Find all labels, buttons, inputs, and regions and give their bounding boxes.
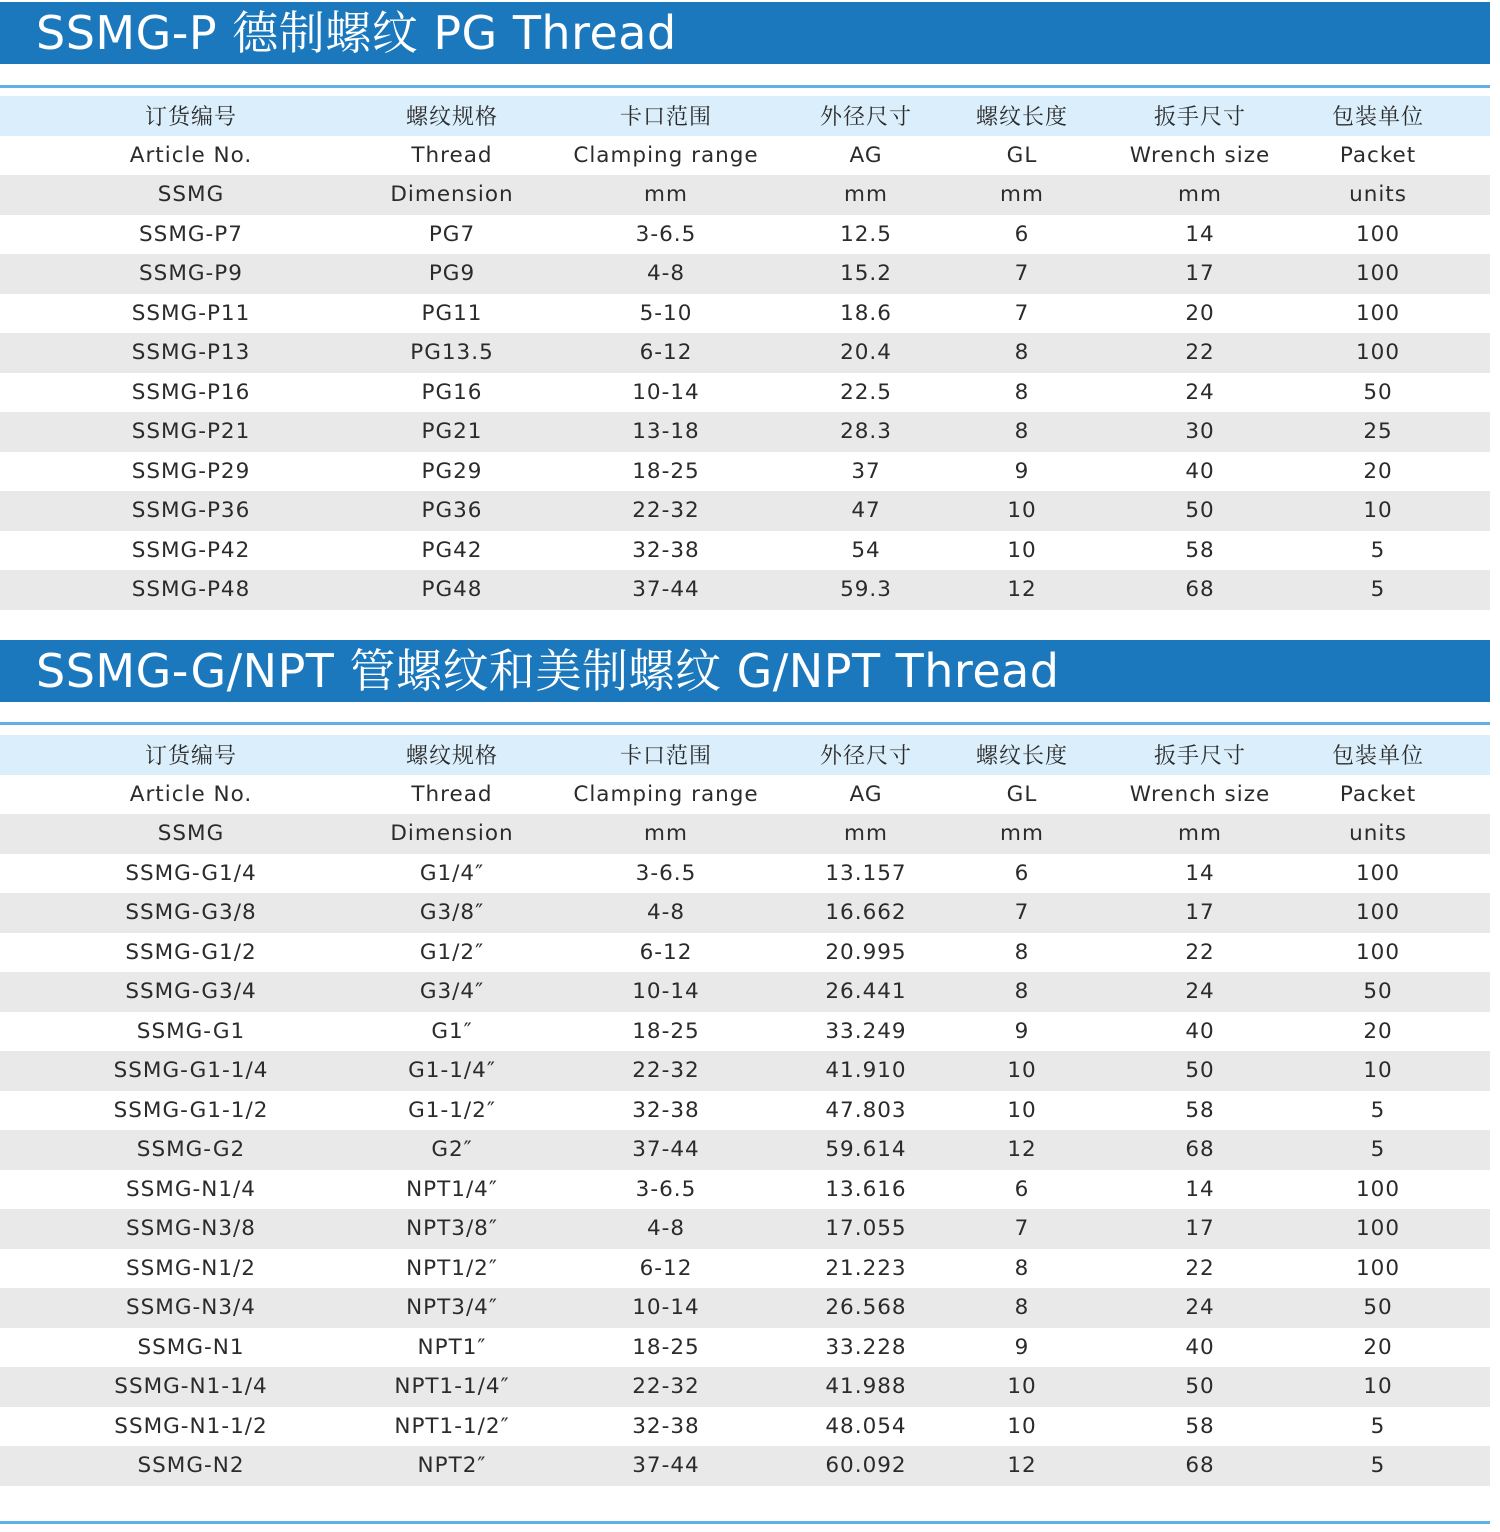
cell-thread: NPT1/2″	[406, 1255, 498, 1281]
cell-clamping-range: mm	[644, 182, 688, 208]
cell-packet: 10	[1363, 1058, 1393, 1084]
cell-packet: 5	[1370, 1137, 1386, 1163]
cell-ag: 16.662	[825, 900, 907, 926]
cell-ag: 28.3	[840, 419, 892, 445]
cell-clamping-range: 6-12	[639, 340, 693, 366]
cell-thread: 螺纹规格	[405, 105, 498, 131]
cell-thread: NPT3/8″	[406, 1216, 498, 1242]
cell-wrench-size: 68	[1185, 577, 1215, 603]
cell-ag: mm	[844, 182, 888, 208]
cell-wrench-size: 50	[1185, 1374, 1215, 1400]
table-row	[0, 1170, 1490, 1210]
table-row	[0, 854, 1490, 894]
cell-ag: 47	[851, 498, 881, 524]
cell-wrench-size: 58	[1185, 1413, 1215, 1439]
cell-clamping-range: 3-6.5	[635, 1176, 697, 1202]
cell-gl: 螺纹长度	[975, 744, 1068, 770]
header-row-english	[0, 136, 1490, 176]
cell-ag: 13.157	[825, 860, 907, 886]
cell-ag: 33.249	[825, 1018, 907, 1044]
cell-clamping-range: 32-38	[632, 1413, 700, 1439]
cell-article-no: SSMG-P16	[131, 379, 251, 405]
cell-wrench-size: 50	[1185, 498, 1215, 524]
table-row	[0, 893, 1490, 933]
cell-ag: 59.614	[825, 1137, 907, 1163]
cell-clamping-range: 32-38	[632, 1097, 700, 1123]
cell-article-no: SSMG-G1/4	[125, 860, 257, 886]
cell-gl: 12	[1007, 577, 1037, 603]
header-row-units	[0, 814, 1490, 854]
cell-packet: 100	[1355, 340, 1401, 366]
cell-thread: PG13.5	[410, 340, 494, 366]
cell-thread: G3/4″	[419, 979, 485, 1005]
cell-ag: 15.2	[840, 261, 892, 287]
cell-gl: 10	[1007, 1374, 1037, 1400]
cell-wrench-size: 14	[1185, 1176, 1215, 1202]
cell-clamping-range: 18-25	[632, 458, 700, 484]
cell-article-no: SSMG-G1/2	[125, 939, 257, 965]
cell-article-no: Article No.	[129, 781, 253, 807]
table-row	[0, 1288, 1490, 1328]
cell-wrench-size: 22	[1185, 1255, 1215, 1281]
cell-clamping-range: 4-8	[646, 900, 686, 926]
cell-packet: 10	[1363, 498, 1393, 524]
cell-ag: 26.568	[825, 1295, 907, 1321]
cell-ag: 20.4	[840, 340, 892, 366]
cell-wrench-size: 40	[1185, 1018, 1215, 1044]
table-row	[0, 1051, 1490, 1091]
cell-thread: Thread	[411, 142, 493, 168]
cell-packet: 25	[1363, 419, 1393, 445]
cell-article-no: SSMG-P21	[131, 419, 251, 445]
cell-article-no: SSMG-P11	[131, 300, 251, 326]
cell-thread: Thread	[411, 781, 493, 807]
cell-gl: 9	[1014, 1334, 1030, 1360]
cell-wrench-size: 40	[1185, 1334, 1215, 1360]
cell-ag: 26.441	[825, 979, 907, 1005]
cell-ag: 54	[851, 537, 881, 563]
cell-ag: 41.910	[825, 1058, 907, 1084]
cell-wrench-size: 40	[1185, 458, 1215, 484]
cell-gl: 12	[1007, 1137, 1037, 1163]
table-row	[0, 452, 1490, 492]
cell-ag: 20.995	[825, 939, 907, 965]
cell-wrench-size: 扳手尺寸	[1153, 105, 1246, 131]
divider	[0, 722, 1490, 725]
cell-ag: 41.988	[825, 1374, 907, 1400]
cell-wrench-size: 22	[1185, 340, 1215, 366]
cell-wrench-size: 24	[1185, 1295, 1215, 1321]
table-row	[0, 412, 1490, 452]
cell-wrench-size: 58	[1185, 1097, 1215, 1123]
cell-article-no: SSMG	[157, 821, 225, 847]
cell-clamping-range: 5-10	[639, 300, 693, 326]
cell-clamping-range: 6-12	[639, 1255, 693, 1281]
cell-ag: 47.803	[825, 1097, 907, 1123]
cell-thread: G1-1/4″	[408, 1058, 496, 1084]
section-title-g-npt: SSMG-G/NPT 管螺纹和美制螺纹 G/NPT Thread	[0, 640, 1490, 702]
cell-clamping-range: 37-44	[632, 1137, 700, 1163]
cell-wrench-size: Wrench size	[1129, 781, 1271, 807]
cell-packet: 5	[1370, 1453, 1386, 1479]
table-row	[0, 215, 1490, 255]
cell-packet: 5	[1370, 537, 1386, 563]
cell-ag: 59.3	[840, 577, 892, 603]
cell-thread: G2″	[431, 1137, 473, 1163]
table-row	[0, 1407, 1490, 1447]
cell-clamping-range: 10-14	[632, 1295, 700, 1321]
table-row	[0, 491, 1490, 531]
cell-wrench-size: 17	[1185, 900, 1215, 926]
cell-thread: G1/4″	[419, 860, 485, 886]
cell-gl: 6	[1014, 1176, 1030, 1202]
cell-article-no: SSMG-P7	[139, 221, 243, 247]
cell-clamping-range: 18-25	[632, 1334, 700, 1360]
cell-clamping-range: 22-32	[632, 1058, 700, 1084]
table-row	[0, 1367, 1490, 1407]
cell-packet: 100	[1355, 939, 1401, 965]
cell-clamping-range: 卡口范围	[619, 105, 712, 131]
cell-thread: PG42	[421, 537, 483, 563]
cell-article-no: SSMG-P48	[131, 577, 251, 603]
cell-clamping-range: 3-6.5	[635, 860, 697, 886]
cell-thread: NPT1/4″	[406, 1176, 498, 1202]
cell-ag: 外径尺寸	[819, 744, 912, 770]
cell-gl: mm	[1000, 182, 1044, 208]
cell-packet: 100	[1355, 221, 1401, 247]
cell-gl: mm	[1000, 821, 1044, 847]
cell-gl: 10	[1007, 1413, 1037, 1439]
cell-thread: PG29	[421, 458, 483, 484]
cell-article-no: SSMG-N3/8	[126, 1216, 256, 1242]
cell-gl: 8	[1014, 340, 1030, 366]
cell-gl: 12	[1007, 1453, 1037, 1479]
cell-wrench-size: 68	[1185, 1453, 1215, 1479]
cell-gl: 10	[1007, 1058, 1037, 1084]
cell-thread: NPT2″	[417, 1453, 487, 1479]
cell-thread: PG11	[421, 300, 483, 326]
cell-clamping-range: 10-14	[632, 379, 700, 405]
cell-article-no: SSMG-P29	[131, 458, 251, 484]
cell-packet: 包装单位	[1331, 744, 1424, 770]
cell-gl: 6	[1014, 221, 1030, 247]
cell-article-no: SSMG-G3/4	[125, 979, 257, 1005]
cell-gl: 8	[1014, 1255, 1030, 1281]
table-row	[0, 294, 1490, 334]
cell-ag: 33.228	[825, 1334, 907, 1360]
cell-ag: mm	[844, 821, 888, 847]
cell-gl: 7	[1014, 261, 1030, 287]
cell-article-no: SSMG-P9	[139, 261, 243, 287]
cell-article-no: SSMG-N1/2	[126, 1255, 256, 1281]
cell-wrench-size: 22	[1185, 939, 1215, 965]
cell-clamping-range: mm	[644, 821, 688, 847]
table-row	[0, 373, 1490, 413]
cell-packet: 10	[1363, 1374, 1393, 1400]
cell-article-no: SSMG-G2	[136, 1137, 246, 1163]
cell-gl: 8	[1014, 379, 1030, 405]
cell-gl: GL	[1006, 142, 1038, 168]
cell-clamping-range: 37-44	[632, 577, 700, 603]
cell-thread: 螺纹规格	[405, 744, 498, 770]
header-row-chinese	[0, 96, 1490, 136]
cell-ag: 22.5	[840, 379, 892, 405]
cell-packet: Packet	[1339, 142, 1417, 168]
cell-article-no: 订货编号	[144, 744, 237, 770]
cell-article-no: SSMG-P13	[131, 340, 251, 366]
cell-thread: PG16	[421, 379, 483, 405]
cell-clamping-range: Clamping range	[573, 781, 759, 807]
cell-article-no: SSMG-N1-1/2	[114, 1413, 268, 1439]
cell-gl: GL	[1006, 781, 1038, 807]
cell-wrench-size: 14	[1185, 221, 1215, 247]
divider	[0, 85, 1490, 88]
table-row	[0, 933, 1490, 973]
cell-thread: NPT1″	[417, 1334, 487, 1360]
cell-clamping-range: 13-18	[632, 419, 700, 445]
table-row	[0, 1209, 1490, 1249]
cell-gl: 8	[1014, 419, 1030, 445]
cell-thread: PG36	[421, 498, 483, 524]
cell-thread: PG9	[428, 261, 476, 287]
cell-packet: 100	[1355, 261, 1401, 287]
cell-ag: 21.223	[825, 1255, 907, 1281]
cell-thread: NPT1-1/4″	[394, 1374, 510, 1400]
g-npt-thread-table	[0, 735, 1490, 1486]
cell-packet: units	[1349, 821, 1407, 847]
cell-thread: NPT1-1/2″	[394, 1413, 510, 1439]
cell-packet: 100	[1355, 900, 1401, 926]
cell-gl: 8	[1014, 979, 1030, 1005]
cell-article-no: SSMG-N2	[137, 1453, 245, 1479]
cell-packet: 50	[1363, 379, 1393, 405]
cell-packet: 100	[1355, 860, 1401, 886]
cell-wrench-size: 17	[1185, 1216, 1215, 1242]
cell-packet: 50	[1363, 979, 1393, 1005]
cell-thread: NPT3/4″	[406, 1295, 498, 1321]
header-row-chinese	[0, 735, 1490, 775]
cell-packet: Packet	[1339, 781, 1417, 807]
cell-thread: PG48	[421, 577, 483, 603]
cell-packet: 5	[1370, 577, 1386, 603]
cell-clamping-range: 22-32	[632, 498, 700, 524]
cell-article-no: SSMG-N1	[137, 1334, 245, 1360]
cell-wrench-size: 30	[1185, 419, 1215, 445]
header-row-english	[0, 775, 1490, 815]
cell-gl: 9	[1014, 1018, 1030, 1044]
table-row	[0, 570, 1490, 610]
cell-gl: 10	[1007, 537, 1037, 563]
cell-gl: 10	[1007, 1097, 1037, 1123]
cell-article-no: SSMG-N3/4	[126, 1295, 256, 1321]
cell-ag: AG	[849, 781, 883, 807]
cell-clamping-range: 22-32	[632, 1374, 700, 1400]
cell-thread: G3/8″	[419, 900, 485, 926]
cell-wrench-size: 14	[1185, 860, 1215, 886]
cell-article-no: SSMG	[157, 182, 225, 208]
table-row	[0, 972, 1490, 1012]
table-row	[0, 1012, 1490, 1052]
header-row-units	[0, 175, 1490, 215]
cell-clamping-range: 4-8	[646, 1216, 686, 1242]
cell-gl: 8	[1014, 1295, 1030, 1321]
cell-thread: G1-1/2″	[408, 1097, 496, 1123]
table-row	[0, 1446, 1490, 1486]
cell-clamping-range: 6-12	[639, 939, 693, 965]
pg-thread-table	[0, 96, 1490, 610]
cell-packet: 20	[1363, 1018, 1393, 1044]
cell-clamping-range: 卡口范围	[619, 744, 712, 770]
cell-clamping-range: 37-44	[632, 1453, 700, 1479]
cell-clamping-range: Clamping range	[573, 142, 759, 168]
cell-article-no: SSMG-G1	[136, 1018, 246, 1044]
cell-article-no: SSMG-G1-1/4	[113, 1058, 269, 1084]
cell-gl: 7	[1014, 300, 1030, 326]
cell-wrench-size: 24	[1185, 379, 1215, 405]
cell-ag: 17.055	[825, 1216, 907, 1242]
cell-thread: PG7	[428, 221, 476, 247]
cell-wrench-size: Wrench size	[1129, 142, 1271, 168]
cell-article-no: SSMG-N1-1/4	[114, 1374, 268, 1400]
bottom-divider	[0, 1521, 1490, 1524]
cell-ag: 37	[851, 458, 881, 484]
table-row	[0, 333, 1490, 373]
cell-packet: 5	[1370, 1413, 1386, 1439]
cell-packet: 包装单位	[1331, 105, 1424, 131]
cell-clamping-range: 32-38	[632, 537, 700, 563]
cell-gl: 螺纹长度	[975, 105, 1068, 131]
cell-wrench-size: 50	[1185, 1058, 1215, 1084]
cell-ag: 13.616	[825, 1176, 907, 1202]
cell-ag: 外径尺寸	[819, 105, 912, 131]
cell-thread: G1″	[431, 1018, 473, 1044]
cell-article-no: SSMG-G1-1/2	[113, 1097, 269, 1123]
cell-wrench-size: 扳手尺寸	[1153, 744, 1246, 770]
cell-ag: 12.5	[840, 221, 892, 247]
cell-packet: 100	[1355, 300, 1401, 326]
cell-clamping-range: 4-8	[646, 261, 686, 287]
cell-clamping-range: 10-14	[632, 979, 700, 1005]
table-row	[0, 1328, 1490, 1368]
cell-thread: Dimension	[390, 182, 514, 208]
cell-clamping-range: 3-6.5	[635, 221, 697, 247]
cell-wrench-size: 58	[1185, 537, 1215, 563]
cell-article-no: 订货编号	[144, 105, 237, 131]
cell-wrench-size: 68	[1185, 1137, 1215, 1163]
cell-gl: 8	[1014, 939, 1030, 965]
cell-wrench-size: 17	[1185, 261, 1215, 287]
cell-article-no: SSMG-N1/4	[126, 1176, 256, 1202]
cell-wrench-size: 24	[1185, 979, 1215, 1005]
cell-packet: 20	[1363, 1334, 1393, 1360]
cell-packet: 50	[1363, 1295, 1393, 1321]
cell-gl: 7	[1014, 900, 1030, 926]
cell-packet: 20	[1363, 458, 1393, 484]
cell-ag: AG	[849, 142, 883, 168]
cell-article-no: SSMG-P42	[131, 537, 251, 563]
table-row	[0, 1130, 1490, 1170]
cell-gl: 9	[1014, 458, 1030, 484]
cell-article-no: Article No.	[129, 142, 253, 168]
table-row	[0, 1091, 1490, 1131]
cell-wrench-size: 20	[1185, 300, 1215, 326]
cell-packet: units	[1349, 182, 1407, 208]
cell-clamping-range: 18-25	[632, 1018, 700, 1044]
cell-gl: 7	[1014, 1216, 1030, 1242]
cell-ag: 60.092	[825, 1453, 907, 1479]
cell-article-no: SSMG-P36	[131, 498, 251, 524]
cell-packet: 5	[1370, 1097, 1386, 1123]
table-row	[0, 254, 1490, 294]
cell-wrench-size: mm	[1178, 821, 1222, 847]
cell-thread: PG21	[421, 419, 483, 445]
cell-ag: 18.6	[840, 300, 892, 326]
cell-packet: 100	[1355, 1255, 1401, 1281]
cell-article-no: SSMG-G3/8	[125, 900, 257, 926]
cell-thread: G1/2″	[419, 939, 485, 965]
section-title-pg: SSMG-P 德制螺纹 PG Thread	[0, 2, 1490, 64]
cell-gl: 6	[1014, 860, 1030, 886]
cell-thread: Dimension	[390, 821, 514, 847]
cell-wrench-size: mm	[1178, 182, 1222, 208]
table-row	[0, 531, 1490, 571]
cell-packet: 100	[1355, 1216, 1401, 1242]
cell-packet: 100	[1355, 1176, 1401, 1202]
cell-gl: 10	[1007, 498, 1037, 524]
table-row	[0, 1249, 1490, 1289]
cell-ag: 48.054	[825, 1413, 907, 1439]
